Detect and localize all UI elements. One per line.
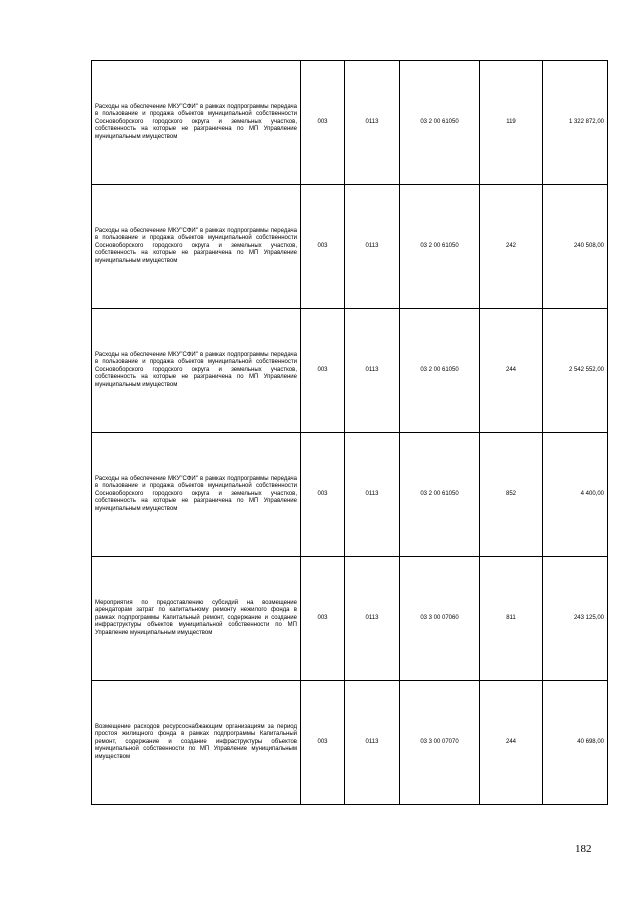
table-row: [92, 185, 608, 309]
row-expense-type: 242: [480, 185, 543, 309]
row-description: Расходы на обеспечение МКУ"СФИ" в рамках подпрограммы передача в пользование и продажа объектов муниципальной собственности Сосновоборского городского округа и земельных участков, собственность на которые не разграничена по МП Управление муниципальным имуществом: [92, 433, 301, 557]
row-target-code: 03 2 00 61050: [400, 61, 480, 185]
row-description: Возмещение расходов ресурсоснабжающим организациям за период простоя жилищного фонда в рамках подпрограммы Капитальный ремонт, содержание и создание инфраструктуры объектов муниципальной собственности по МП Управление муниципальным имуществом: [92, 681, 301, 805]
row-section-code: 0113: [345, 433, 400, 557]
row-section-code: 0113: [345, 557, 400, 681]
row-ministry-code: 003: [301, 557, 345, 681]
row-amount: 240 508,00: [543, 185, 608, 309]
row-ministry-code: 003: [301, 61, 345, 185]
row-description: Мероприятия по предоставлению субсидий на возмещение арендаторам затрат по капитальному ремонту нежилого фонда в рамках подпрограммы Капитальный ремонт, содержание и создание инфраструктуры объектов муниципальной собственности по МП Управление муниципальным имуществом: [92, 557, 301, 681]
row-description: Расходы на обеспечение МКУ"СФИ" в рамках подпрограммы передача в пользование и продажа объектов муниципальной собственности Сосновоборского городского округа и земельных участков, собственность на которые не разграничена по МП Управление муниципальным имуществом: [92, 309, 301, 433]
table-row: [92, 433, 608, 557]
row-section-code: 0113: [345, 309, 400, 433]
page-number: 182: [575, 843, 592, 855]
row-ministry-code: 003: [301, 309, 345, 433]
row-expense-type: 119: [480, 61, 543, 185]
row-amount: 40 698,00: [543, 681, 608, 805]
row-target-code: 03 3 00 07070: [400, 681, 480, 805]
row-expense-type: 811: [480, 557, 543, 681]
row-ministry-code: 003: [301, 185, 345, 309]
row-expense-type: 852: [480, 433, 543, 557]
row-amount: 1 322 872,00: [543, 61, 608, 185]
row-amount: 243 125,00: [543, 557, 608, 681]
row-expense-type: 244: [480, 309, 543, 433]
table-row: [92, 61, 608, 185]
row-amount: 2 542 552,00: [543, 309, 608, 433]
row-section-code: 0113: [345, 61, 400, 185]
row-section-code: 0113: [345, 681, 400, 805]
row-description: Расходы на обеспечение МКУ"СФИ" в рамках подпрограммы передача в пользование и продажа объектов муниципальной собственности Сосновоборского городского округа и земельных участков, собственность на которые не разграничена по МП Управление муниципальным имуществом: [92, 61, 301, 185]
row-ministry-code: 003: [301, 433, 345, 557]
table-row: [92, 309, 608, 433]
row-target-code: 03 2 00 61050: [400, 309, 480, 433]
row-description: Расходы на обеспечение МКУ"СФИ" в рамках подпрограммы передача в пользование и продажа объектов муниципальной собственности Сосновоборского городского округа и земельных участков, собственность на которые не разграничена по МП Управление муниципальным имуществом: [92, 185, 301, 309]
table-row: [92, 681, 608, 805]
row-expense-type: 244: [480, 681, 543, 805]
row-ministry-code: 003: [301, 681, 345, 805]
table-row: [92, 557, 608, 681]
row-target-code: 03 2 00 61050: [400, 433, 480, 557]
row-amount: 4 400,00: [543, 433, 608, 557]
row-target-code: 03 2 00 61050: [400, 185, 480, 309]
row-section-code: 0113: [345, 185, 400, 309]
budget-table: [91, 60, 608, 805]
row-target-code: 03 3 00 07060: [400, 557, 480, 681]
